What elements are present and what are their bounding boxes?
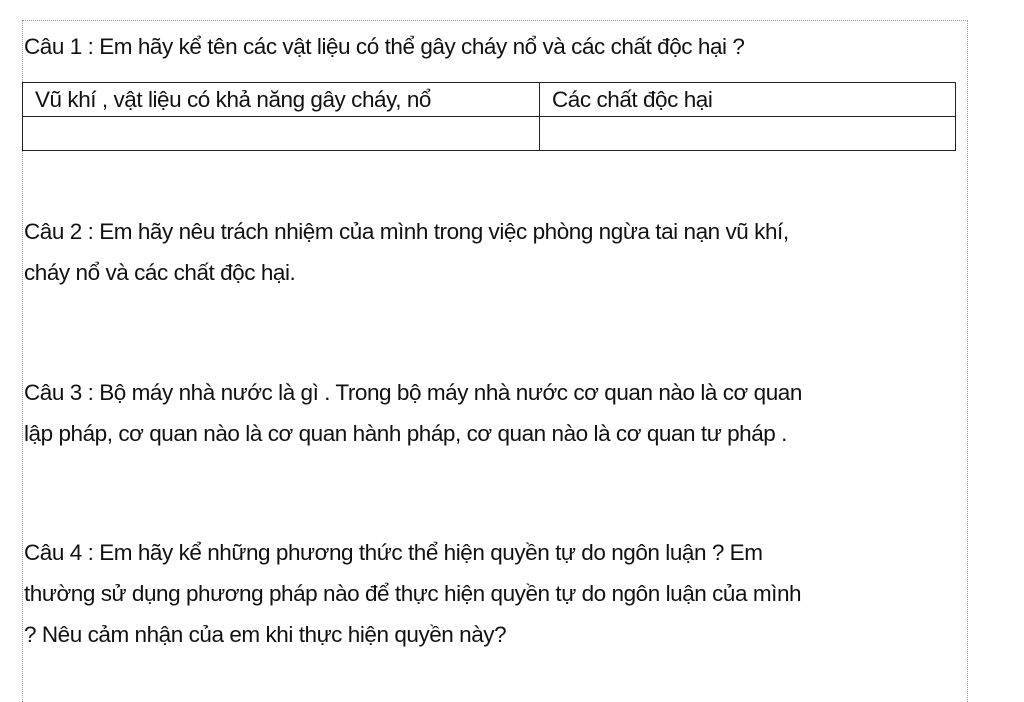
question-3 bbox=[24, 372, 959, 454]
question-4-line-3: ? Nêu cảm nhận của em khi thực hiện quyền này? bbox=[24, 622, 507, 647]
header-cell-toxic-substances: Các chất độc hại bbox=[540, 83, 956, 117]
question-2 bbox=[24, 211, 959, 293]
question-2-line-2: cháy nổ và các chất độc hại. bbox=[24, 260, 296, 285]
question-4-line-2: thường sử dụng phương pháp nào để thực hiện quyền tự do ngôn luận của mình bbox=[24, 581, 802, 606]
question-3-line-1: Câu 3 : Bộ máy nhà nước là gì . Trong bộ máy nhà nước cơ quan nào là cơ quan bbox=[24, 380, 802, 405]
table-cell-empty[interactable] bbox=[540, 117, 956, 151]
question-4 bbox=[24, 532, 959, 655]
question-2-line-1: Câu 2 : Em hãy nêu trách nhiệm của mình trong việc phòng ngừa tai nạn vũ khí, bbox=[24, 219, 789, 244]
answer-table bbox=[22, 82, 956, 151]
table-header-row bbox=[23, 83, 956, 117]
table-row bbox=[23, 117, 956, 151]
question-1-line-1: Câu 1 : Em hãy kể tên các vật liệu có thể gây cháy nổ và các chất độc hại ? bbox=[24, 34, 745, 59]
question-4-line-1: Câu 4 : Em hãy kể những phương thức thể hiện quyền tự do ngôn luận ? Em bbox=[24, 540, 763, 565]
header-cell-weapons-flammables: Vũ khí , vật liệu có khả năng gây cháy, nổ bbox=[23, 83, 540, 117]
question-3-line-2: lập pháp, cơ quan nào là cơ quan hành pháp, cơ quan nào là cơ quan tư pháp . bbox=[24, 421, 787, 446]
question-1 bbox=[24, 26, 959, 67]
table-cell-empty[interactable] bbox=[23, 117, 540, 151]
